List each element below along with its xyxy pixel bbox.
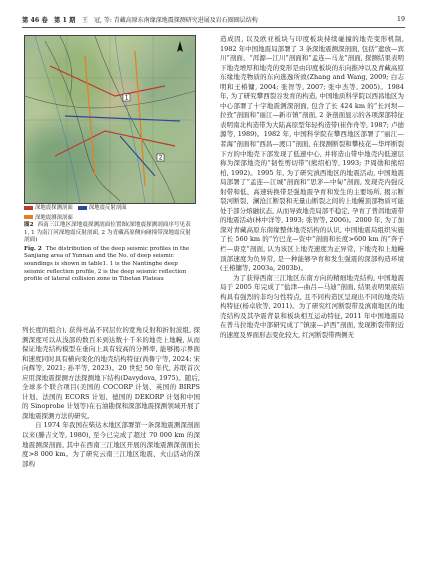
legend-swatch <box>24 215 33 219</box>
page-number: 19 <box>396 15 405 23</box>
paragraph: 列长度的组合), 获得亮晶不同层位的宽角反射和折射波组, 探测深度可以从浅部的数百米到达数十千米的地壳上地幔, 从而保证地壳结构模型在垂向上具有较高的分辨率, 能够揭示界面和速度同时具有横向变化的地壳结构特征(尚鲁宁等, 2024; 宋向辉等, 2021; 孙平等, 2023)。20 世纪 50 年代, 苏联首次应用深地震探测方法探测地下结构(Davydova, 1975)。随后, 全球多个联合项目(美国的 COCORP 计划、英国的 BIRPS 计划、法国的 ECORS 计划、德国的 DEKORP 计划和中国的 Sinoprobe 计划等)在石油勘探和深部地震探测领域开展了深地震探测方法的研究。 <box>22 326 200 420</box>
volume-issue: 第 46 卷 第 1 期 <box>22 16 76 24</box>
svg-text:2: 2 <box>158 154 163 162</box>
legend-label: 深地震探测剖面 <box>35 205 73 211</box>
figure-legend <box>24 203 194 222</box>
legend-label: 深地震测深剖面 <box>35 214 73 221</box>
map-graphic <box>25 36 195 203</box>
legend-label: 深地震反射剖面 <box>88 205 127 211</box>
legend-item <box>78 203 127 211</box>
caption-en-text: The distribution of the deep seismic profiles in the Sanjiang area of Yunnan and the No. of deep seismic soundings is shown in table1. 1 is the Nantinghe deep seismic reflection profile, 2 is the deep seismic reflection profile of lateral collision zone in Tibetan Plateau <box>24 245 190 283</box>
left-column <box>22 326 200 469</box>
figure-caption <box>24 222 194 284</box>
paragraph: 自 1974 年我国在柴达木地区部署第一条深地震测深剖面以来(滕吉文等, 1980), 至今已完成了超过 70 000 km 的深地震测深剖面, 其中在西南三江地区开展的深地震测深剖面长度>8 000 km。为了研究云南三江地区地震、火山活动的深部构 <box>22 421 200 468</box>
paragraph: 造成因, 以及欧亚板块与印度板块持续碰撞的地壳变形机制, 1982 年中国地震局部署了 3 条深地震测深剖面, 包括“遮放—宾川”剖面、“洱源—江川”剖面和“孟连—马龙”剖面, 探测结果表明下地壳增厚和地壳的变形是由印度板块的东向推冲以及青藏高原东缘地壳物质的东向逃逸所致(Zhang and Wang, 2009; 白志明和王椿镛, 2004; 张智等, 2007; 张中杰等, 2005)。1984 年, 为了研究攀西裂谷发育的构造, 中国地质科学院以西昌地区为中心部署了十字地震测深剖面, 包含了长 424 km 的“长河坝—拉孜”剖面和“丽江—新市镇”剖面, 2 条剖面显示的各项深部特征表明南北构造带为大陆高原型年轻构造带(崔作舟等, 1987; 卢德源等, 1989)。1982 年, 中国科学院在攀西地区部署了“丽江—者海”剖面和“西昌—渡口”剖面, 在探测断裂和攀枝花—华坪断裂下方的中地壳下部发现了低速中心, 并将造山带中地壳内低速层称为深部地壳的“韧性剪切带”(熊绍柏等, 1993; 尹周勋和熊绍柏, 1992)。1995 年, 为了研究滇西地区的地震活动, 中国地震局部署了“孟连—江城”剖面和“思茅—中甸”剖面, 发现壳内强反射带和低、高速转换带是强地震孕育和发生的主要场所, 揭示断裂河断裂、澜沧江断裂和无量山断裂之间的上地幔顶部物质可能处于部分熔融状态, 从而导致地壳局部不稳定, 孕育了普洱地震带的地震活动(林中洋等, 1993; 张智等, 2006)。2000 年, 为了加深对青藏高原东南缘整体地壳结构的认识, 中国地震局组织实施了长 560 km 的“竹巴龙—资中”剖面和长度>600 km 的“奔子栏—唐克”剖面, 认为该区上地壳速度为正异常, 下地壳和上地幔顶部速度为负异常, 是一种能够孕育和发生强震的深部构造环境(王椿镛等, 2003a, 2003b)。 <box>220 35 404 273</box>
legend-item <box>24 213 73 221</box>
running-header <box>22 13 405 28</box>
running-title: 王 冠, 等: 青藏高原东南缘深地震探测研究进展及岩石圈圈层结构 <box>82 16 258 24</box>
paragraph: 为了获得西南三江地区东南方向的精细地壳结构, 中国地震局于 2005 年完成了“盐津—曲吕—马迪”剖面, 结果表明果底结构具有强烈的非均匀性特点, 且不同构造区呈现出不同的地壳结构特征(杨卓欣等, 2011)。为了研究红河断裂带及滇南地区的地壳结构及其孕震背景和板块相互运动特征, 2011 年中国地震局在普马拉地壳中部研究成了“镇康—泸西”剖面, 发现断裂带附近的速度及界面形态变化较大, 红河断裂带两侧无 <box>220 273 404 339</box>
svg-text:1: 1 <box>124 94 129 102</box>
legend-item <box>24 203 73 211</box>
caption-cn <box>24 222 194 245</box>
figure-map <box>24 35 196 204</box>
caption-en-label: Fig. 2 <box>24 245 42 252</box>
legend-swatch <box>24 206 33 210</box>
legend-swatch <box>78 206 87 210</box>
right-column <box>220 35 404 341</box>
caption-en <box>24 246 194 284</box>
caption-cn-label: 图2 <box>24 222 34 228</box>
caption-cn-text: 西南三江地区深地震探测剖面位置图(深地震探测剖面序号见表 1, 1 为南汀河深地震反射剖面, 2 为青藏高原侧向碰撞带深地震反射剖面) <box>24 222 191 244</box>
